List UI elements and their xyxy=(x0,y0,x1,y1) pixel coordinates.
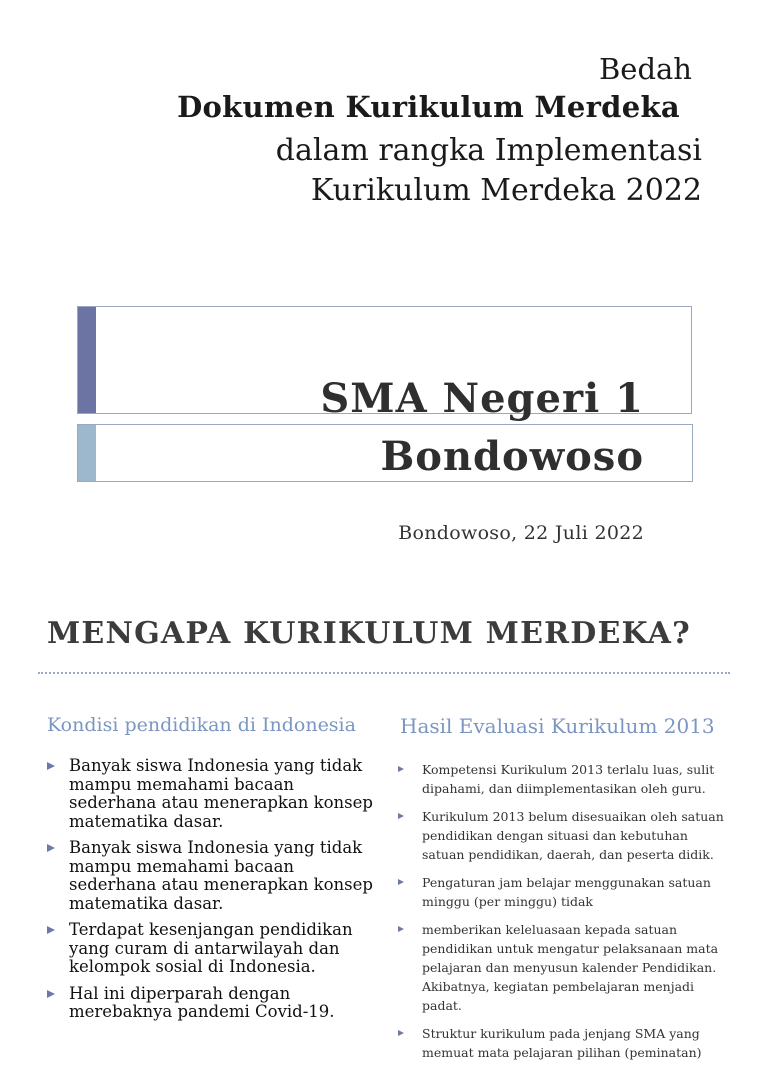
arrow-bullet-icon xyxy=(398,879,404,885)
school-name-line1 xyxy=(320,375,644,422)
left-bullet-list xyxy=(47,757,377,1030)
list-item xyxy=(47,757,377,831)
arrow-bullet-icon xyxy=(398,766,404,772)
title-line-kurikulum-2022: Kurikulum Merdeka 2022 xyxy=(310,173,702,208)
arrow-bullet-icon xyxy=(47,844,55,852)
title-line-bedah: Bedah xyxy=(598,52,692,86)
right-bullet-list xyxy=(398,760,733,1071)
list-item xyxy=(47,985,377,1022)
list-item-text: Terdapat kesenjangan pendidikan yang curam di antarwilayah dan kelompok sosial di Indonesia. xyxy=(69,920,353,976)
list-item xyxy=(398,920,733,1015)
list-item xyxy=(398,760,733,798)
left-column-heading: Kondisi pendidikan di Indonesia xyxy=(47,714,356,736)
content-slide xyxy=(0,592,768,1060)
arrow-bullet-icon xyxy=(398,813,404,819)
title-divider xyxy=(38,672,730,674)
list-item xyxy=(398,1024,733,1062)
school-name-line2: Bondowoso xyxy=(380,433,644,480)
school-name-prefix: SMA Negeri xyxy=(320,375,616,422)
list-item-text: Banyak siswa Indonesia yang tidak mampu memahami bacaan sederhana atau menerapkan konsep matematika dasar. xyxy=(69,756,373,831)
list-item-text: Pengaturan jam belajar menggunakan satuan minggu (per minggu) tidak xyxy=(422,875,711,909)
list-item xyxy=(398,807,733,864)
list-item-text: Banyak siswa Indonesia yang tidak mampu memahami bacaan sederhana atau menerapkan konsep matematika dasar. xyxy=(69,838,373,913)
right-column-heading: Hasil Evaluasi Kurikulum 2013 xyxy=(400,714,715,738)
arrow-bullet-icon xyxy=(398,926,404,932)
title-line-dokumen: Dokumen Kurikulum Merdeka xyxy=(177,90,680,124)
arrow-bullet-icon xyxy=(398,1030,404,1036)
list-item xyxy=(47,921,377,977)
list-item-text: memberikan keleluasaan kepada satuan pendidikan untuk mengatur pelaksanaan mata pelajaran dan menyusun kalender Pendidikan. Akibatnya, kegiatan pembelajaran menjadi padat. xyxy=(422,922,719,1013)
arrow-bullet-icon xyxy=(47,926,55,934)
title-line-dalam-rangka: dalam rangka Implementasi xyxy=(275,133,702,168)
school-name-number: 1 xyxy=(615,375,644,422)
list-item xyxy=(47,839,377,913)
list-item-text: Kompetensi Kurikulum 2013 terlalu luas, sulit dipahami, dan diimplementasikan oleh guru. xyxy=(422,762,715,796)
banner-accent-dark xyxy=(78,307,96,413)
list-item-text: Kurikulum 2013 belum disesuaikan oleh satuan pendidikan dengan situasi dan kebutuhan satuan pendidikan, daerah, dan peserta didik. xyxy=(422,809,724,862)
list-item xyxy=(398,873,733,911)
arrow-bullet-icon xyxy=(47,762,55,770)
presentation-date: Bondowoso, 22 Juli 2022 xyxy=(398,522,644,544)
list-item-text: Hal ini diperparah dengan merebaknya pandemi Covid-19. xyxy=(69,983,335,1021)
banner-accent-light xyxy=(78,425,96,481)
arrow-bullet-icon xyxy=(47,990,55,998)
slide-title: MENGAPA KURIKULUM MERDEKA? xyxy=(47,616,691,651)
list-item-text: Struktur kurikulum pada jenjang SMA yang memuat mata pelajaran pilihan (peminatan) xyxy=(422,1026,702,1060)
